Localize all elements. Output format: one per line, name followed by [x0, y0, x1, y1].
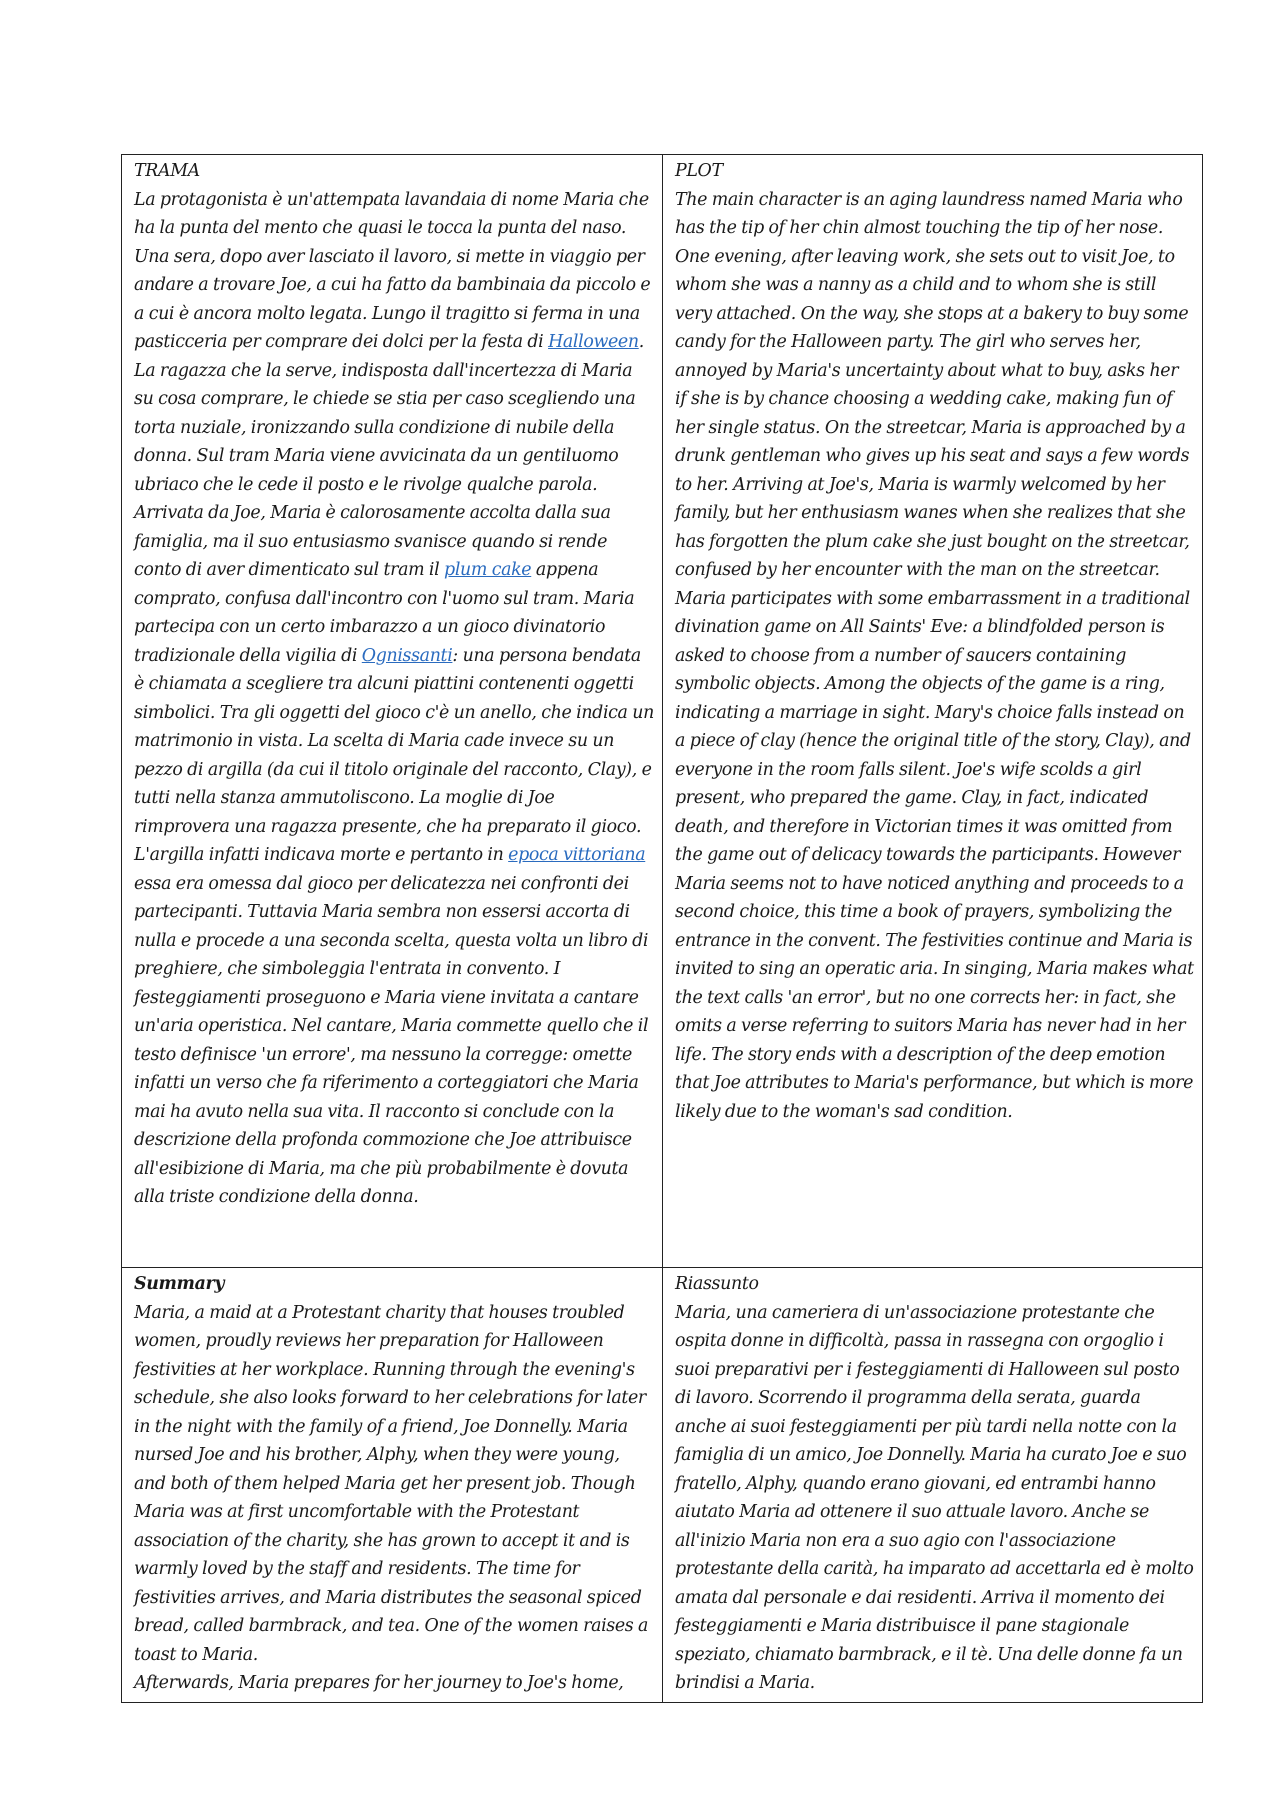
- summary-paragraph: Maria, a maid at a Protestant charity that houses troubled women, proudly reviews her preparation for Halloween festivities at her workplace. Running through the evening's schedule, she also looks forward to her celebrations for later in the night with the family of a friend, Joe Donnelly. Maria nursed Joe and his brother, Alphy, when they were young, and both of them helped Maria get her present job. Though Maria was at first uncomfortable with the Protestant association of the charity, she has grown to accept it and is warmly loved by the staff and residents. The time for festivities arrives, and Maria distributes the seasonal spiced bread, called barmbrack, and tea. One of the women raises a toast to Maria.: [134, 1302, 649, 1665]
- riassunto-heading: Riassunto: [675, 1274, 759, 1294]
- trama-cell: [122, 155, 663, 1268]
- plot-heading: PLOT: [675, 161, 723, 181]
- plot-cell: [663, 155, 1203, 1268]
- table-row: [122, 1268, 1203, 1703]
- table-row: [122, 155, 1203, 1268]
- bilingual-table: [121, 154, 1203, 1703]
- trama-segment: appena comprato, confusa dall'incontro con l'uomo sul tram. Maria partecipa con un certo imbarazzo a un gioco divinatorio tradizionale della vigilia di: [134, 560, 635, 666]
- ognissanti-link[interactable]: Ognissanti: [361, 645, 453, 666]
- summary-paragraph: Afterwards, Maria prepares for her journey to Joe's home,: [134, 1673, 624, 1693]
- plum-cake-link[interactable]: plum cake: [444, 560, 532, 580]
- riassunto-text: Maria, una cameriera di un'associazione protestante che ospita donne in difficoltà, passa in rassegna con orgoglio i suoi preparativi per i festeggiamenti di Halloween sul posto di lavoro. Scorrendo il programma della serata, guarda anche ai suoi festeggiamenti per più tardi nella notte con la famiglia di un amico, Joe Donnelly. Maria ha curato Joe e suo fratello, Alphy, quando erano giovani, ed entrambi hanno aiutato Maria ad ottenere il suo attuale lavoro. Anche se all'inizio Maria non era a suo agio con l'associazione protestante della carità, ha imparato ad accettarla ed è molto amata dal personale e dai residenti. Arriva il momento dei festeggiamenti e Maria distribuisce il pane stagionale speziato, chiamato barmbrack, e il tè. Una delle donne fa un brindisi a Maria.: [675, 1302, 1194, 1693]
- trama-segment: . La ragazza che la serve, indisposta dall'incertezza di Maria su cosa comprare, le chiede se stia per caso scegliendo una torta nuziale, ironizzando sulla condizione di nubile della donna. Sul tram Maria viene avvicinata da un gentiluomo ubriaco che le cede il posto e le rivolge qualche parola. Arrivata da Joe, Maria è calorosamente accolta dalla sua famiglia, ma il suo entusiasmo svanisce quando si rende conto di aver dimenticato sul tram il: [134, 332, 644, 580]
- trama-segment: essa era omessa dal gioco per delicatezza nei confronti dei partecipanti. Tuttavia Maria sembra non essersi accorta di nulla e procede a una seconda scelta, questa volta un libro di preghiere, che simboleggia l'entrata in convento. I festeggiamenti proseguono e Maria viene invitata a cantare un'aria operistica. Nel cantare, Maria commette quello che il testo definisce 'un errore', ma nessuno la corregge: omette infatti un verso che fa riferimento a corteggiatori che Maria mai ha avuto nella sua vita. Il racconto si conclude con la descrizione della profonda commozione che Joe attribuisce all'esibizione di Maria, ma che più probabilmente è dovuta alla triste condizione della donna.: [134, 873, 649, 1207]
- halloween-link[interactable]: Halloween: [548, 332, 639, 352]
- trama-segment: : una persona bendata è chiamata a scegliere tra alcuni piattini contenenti oggetti simbolici. Tra gli oggetti del gioco c'è un anello, che indica un matrimonio in vista. La scelta di Maria cade invece su un pezzo di argilla (da cui il titolo originale del racconto, Clay), e tutti nella stanza ammutoliscono. La moglie di Joe rimprovera una ragazza presente, che ha preparato il gioco. L'argilla infatti indicava morte e pertanto in: [134, 645, 654, 865]
- trama-text: [134, 186, 654, 1212]
- summary-cell: [122, 1268, 663, 1703]
- epoca-vittoriana-link[interactable]: epoca vittoriana: [508, 845, 646, 865]
- riassunto-cell: [663, 1268, 1203, 1703]
- summary-heading: Summary: [134, 1274, 225, 1294]
- trama-heading: TRAMA: [134, 161, 200, 181]
- trama-segment: La protagonista è un'attempata lavandaia di nome Maria che ha la punta del mento che quasi le tocca la punta del naso. Una sera, dopo aver lasciato il lavoro, si mette in viaggio per andare a trovare Joe, a cui ha fatto da bambinaia da piccolo e a cui è ancora molto legata. Lungo il tragitto si ferma in una pasticceria per comprare dei dolci per la festa di: [134, 189, 651, 352]
- plot-text: The main character is an aging laundress named Maria who has the tip of her chin almost touching the tip of her nose. One evening, after leaving work, she sets out to visit Joe, to whom she was a nanny as a child and to whom she is still very attached. On the way, she stops at a bakery to buy some candy for the Halloween party. The girl who serves her, annoyed by Maria's uncertainty about what to buy, asks her if she is by chance choosing a wedding cake, making fun of her single status. On the streetcar, Maria is approached by a drunk gentleman who gives up his seat and says a few words to her. Arriving at Joe's, Maria is warmly welcomed by her family, but her enthusiasm wanes when she realizes that she has forgotten the plum cake she just bought on the streetcar, confused by her encounter with the man on the streetcar. Maria participates with some embarrassment in a traditional divination game on All Saints' Eve: a blindfolded person is asked to choose from a number of saucers containing symbolic objects. Among the objects of the game is a ring, indicating a marriage in sight. Mary's choice falls instead on a piece of clay (hence the original title of the story, Clay), and everyone in the room falls silent. Joe's wife scolds a girl present, who prepared the game. Clay, in fact, indicated death, and therefore in Victorian times it was omitted from the game out of delicacy towards the participants. However Maria seems not to have noticed anything and proceeds to a second choice, this time a book of prayers, symbolizing the entrance in the convent. The festivities continue and Maria is invited to sing an operatic aria. In singing, Maria makes what the text calls 'an error', but no one corrects her: in fact, she omits a verse referring to suitors Maria has never had in her life. The story ends with a description of the deep emotion that Joe attributes to Maria's performance, but which is more likely due to the woman's sad condition.: [675, 189, 1194, 1122]
